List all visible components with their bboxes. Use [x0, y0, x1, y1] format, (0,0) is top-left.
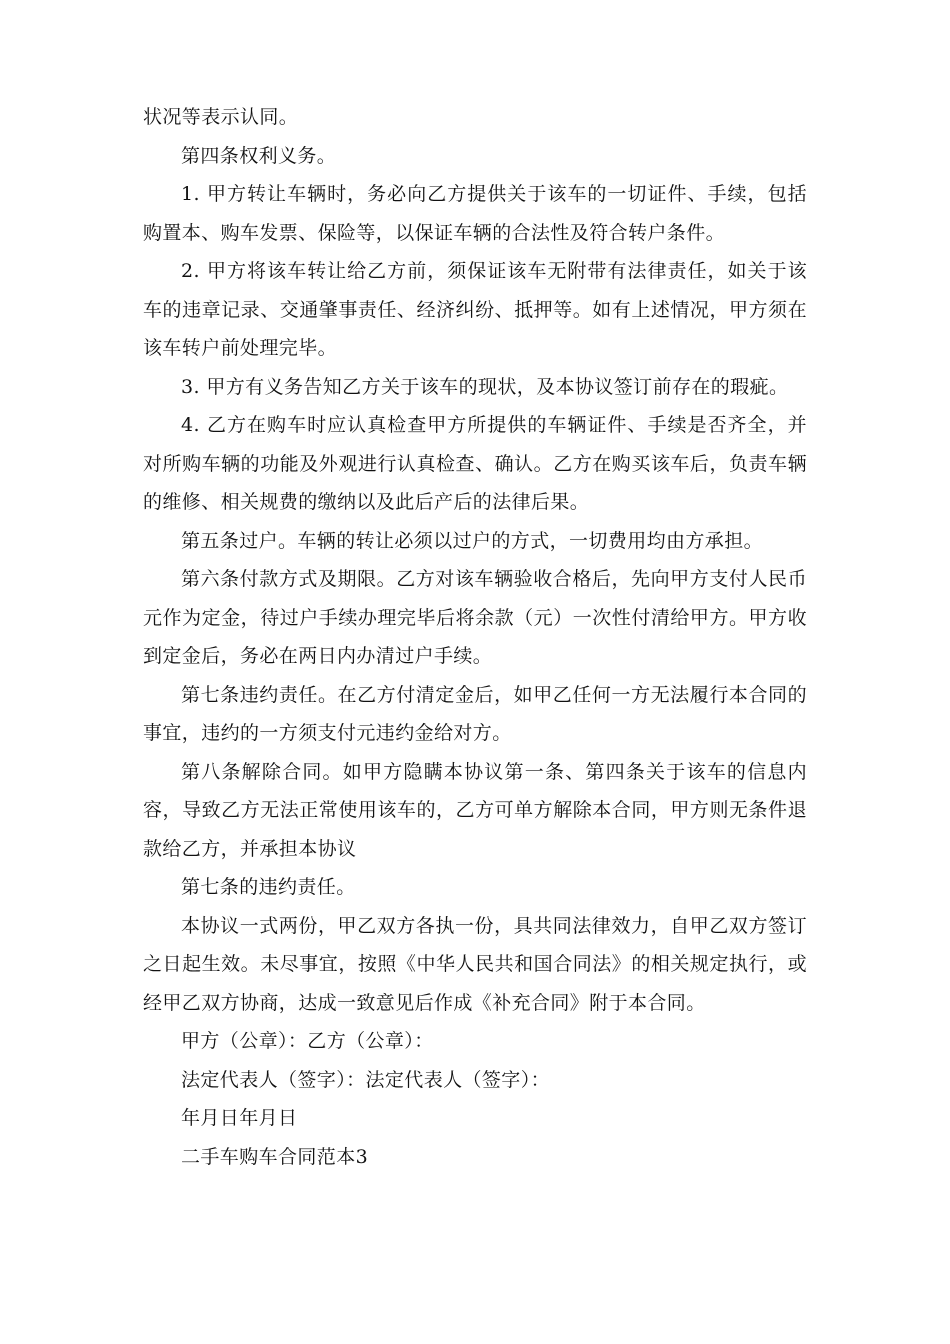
article-4-item-3: 3. 甲方有义务告知乙方关于该车的现状，及本协议签订前存在的瑕疵。: [181, 375, 789, 398]
agreement-validity: 本协议一式两份，甲乙双方各执一份，具共同法律效力，自甲乙双方签订之日起生效。未尽事宜，按照《中华人民共和国合同法》的相关规定执行，或经甲乙双方协商，达成一致意见后作成《补充合同》附于本合同。: [143, 914, 807, 1014]
article-7-liability: 第七条违约责任。在乙方付清定金后，如甲乙任何一方无法履行本合同的事宜，违约的一方须支付元违约金给对方。: [143, 683, 807, 744]
article-4-item-1: 1. 甲方转让车辆时，务必向乙方提供关于该车的一切证件、手续，包括购置本、购车发票、保险等，以保证车辆的合法性及符合转户条件。: [143, 183, 807, 244]
legal-representatives: 法定代表人（签字）：法定代表人（签字）：: [181, 1068, 551, 1091]
article-7-reference: 第七条的违约责任。: [181, 876, 356, 898]
signing-dates: 年月日年月日: [181, 1107, 298, 1129]
article-4-item-4: 4. 乙方在购车时应认真检查甲方所提供的车辆证件、手续是否齐全，并对所购车辆的功能及外观进行认真检查、确认。乙方在购买该车后，负责车辆的维修、相关规费的缴纳以及此后产后的法律后果。: [143, 414, 807, 513]
article-5-transfer: 第五条过户。车辆的转让必须以过户的方式，一切费用均由方承担。: [181, 529, 764, 552]
paragraph-continuation: 状况等表示认同。: [143, 106, 299, 128]
article-6-payment: 第六条付款方式及期限。乙方对该车辆验收合格后，先向甲方支付人民币元作为定金，待过户手续办理完毕后将余款（元）一次性付清给甲方。甲方收到定金后，务必在两日内办清过户手续。: [143, 568, 807, 667]
article-4-item-2: 2. 甲方将该车转让给乙方前，须保证该车无附带有法律责任，如关于该车的违章记录、交通肇事责任、经济纠纷、抵押等。如有上述情况，甲方须在该车转户前处理完毕。: [143, 260, 807, 359]
document-body: [143, 98, 807, 1176]
next-template-title: 二手车购车合同范本3: [181, 1145, 369, 1168]
article-4-heading: 第四条权利义务。: [181, 144, 337, 167]
article-8-termination: 第八条解除合同。如甲方隐瞒本协议第一条、第四条关于该车的信息内容，导致乙方无法正常使用该车的，乙方可单方解除本合同，甲方则无条件退款给乙方，并承担本协议: [143, 760, 807, 860]
party-seals: 甲方（公章）：乙方（公章）：: [181, 1030, 434, 1052]
